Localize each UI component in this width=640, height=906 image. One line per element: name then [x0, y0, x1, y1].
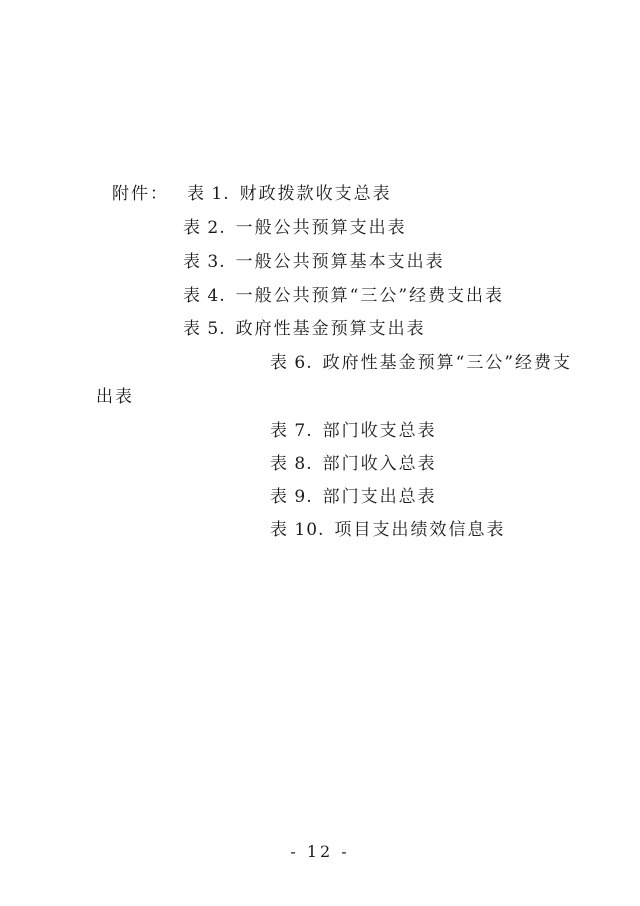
table-number: 表 1.	[187, 184, 230, 204]
table-title: 财政拨款收支总表	[239, 184, 392, 204]
attachment-line-2	[183, 218, 407, 238]
attachment-line-9	[270, 487, 437, 507]
page-number: - 12 -	[290, 842, 350, 861]
attachment-line-3	[183, 252, 445, 272]
table-number: 表 2.	[183, 218, 226, 238]
attachment-line-4	[183, 286, 504, 306]
attachment-line-8	[270, 454, 437, 474]
attachment-line-7	[270, 421, 437, 441]
table-number: 表 5.	[183, 319, 226, 339]
table-number: 表 7.	[270, 421, 313, 441]
attachment-line-10	[270, 520, 505, 540]
attachment-line-5	[183, 319, 426, 339]
table-title: 政府性基金预算“三公”经费支	[322, 353, 573, 373]
table-number: 表 3.	[183, 252, 226, 272]
table-number: 表 4.	[183, 286, 226, 306]
table-title: 部门收入总表	[322, 454, 437, 474]
table-number: 表 6.	[270, 353, 313, 373]
attachment-line-6-continuation	[96, 387, 134, 407]
table-number: 表 10.	[270, 520, 325, 540]
attachment-line-6	[270, 353, 572, 373]
table-title: 政府性基金预算支出表	[235, 319, 426, 339]
table-number: 表 9.	[270, 487, 313, 507]
table-title: 一般公共预算“三公”经费支出表	[235, 286, 505, 306]
table-title: 一般公共预算支出表	[235, 218, 407, 238]
table-title: 项目支出绩效信息表	[334, 520, 506, 540]
table-title: 部门支出总表	[322, 487, 437, 507]
attachment-label: 附件：	[112, 184, 169, 204]
table-title: 部门收支总表	[322, 421, 437, 441]
attachment-line-1	[112, 184, 392, 204]
table-title: 一般公共预算基本支出表	[235, 252, 445, 272]
table-title-continuation: 出表	[96, 387, 134, 407]
table-number: 表 8.	[270, 454, 313, 474]
